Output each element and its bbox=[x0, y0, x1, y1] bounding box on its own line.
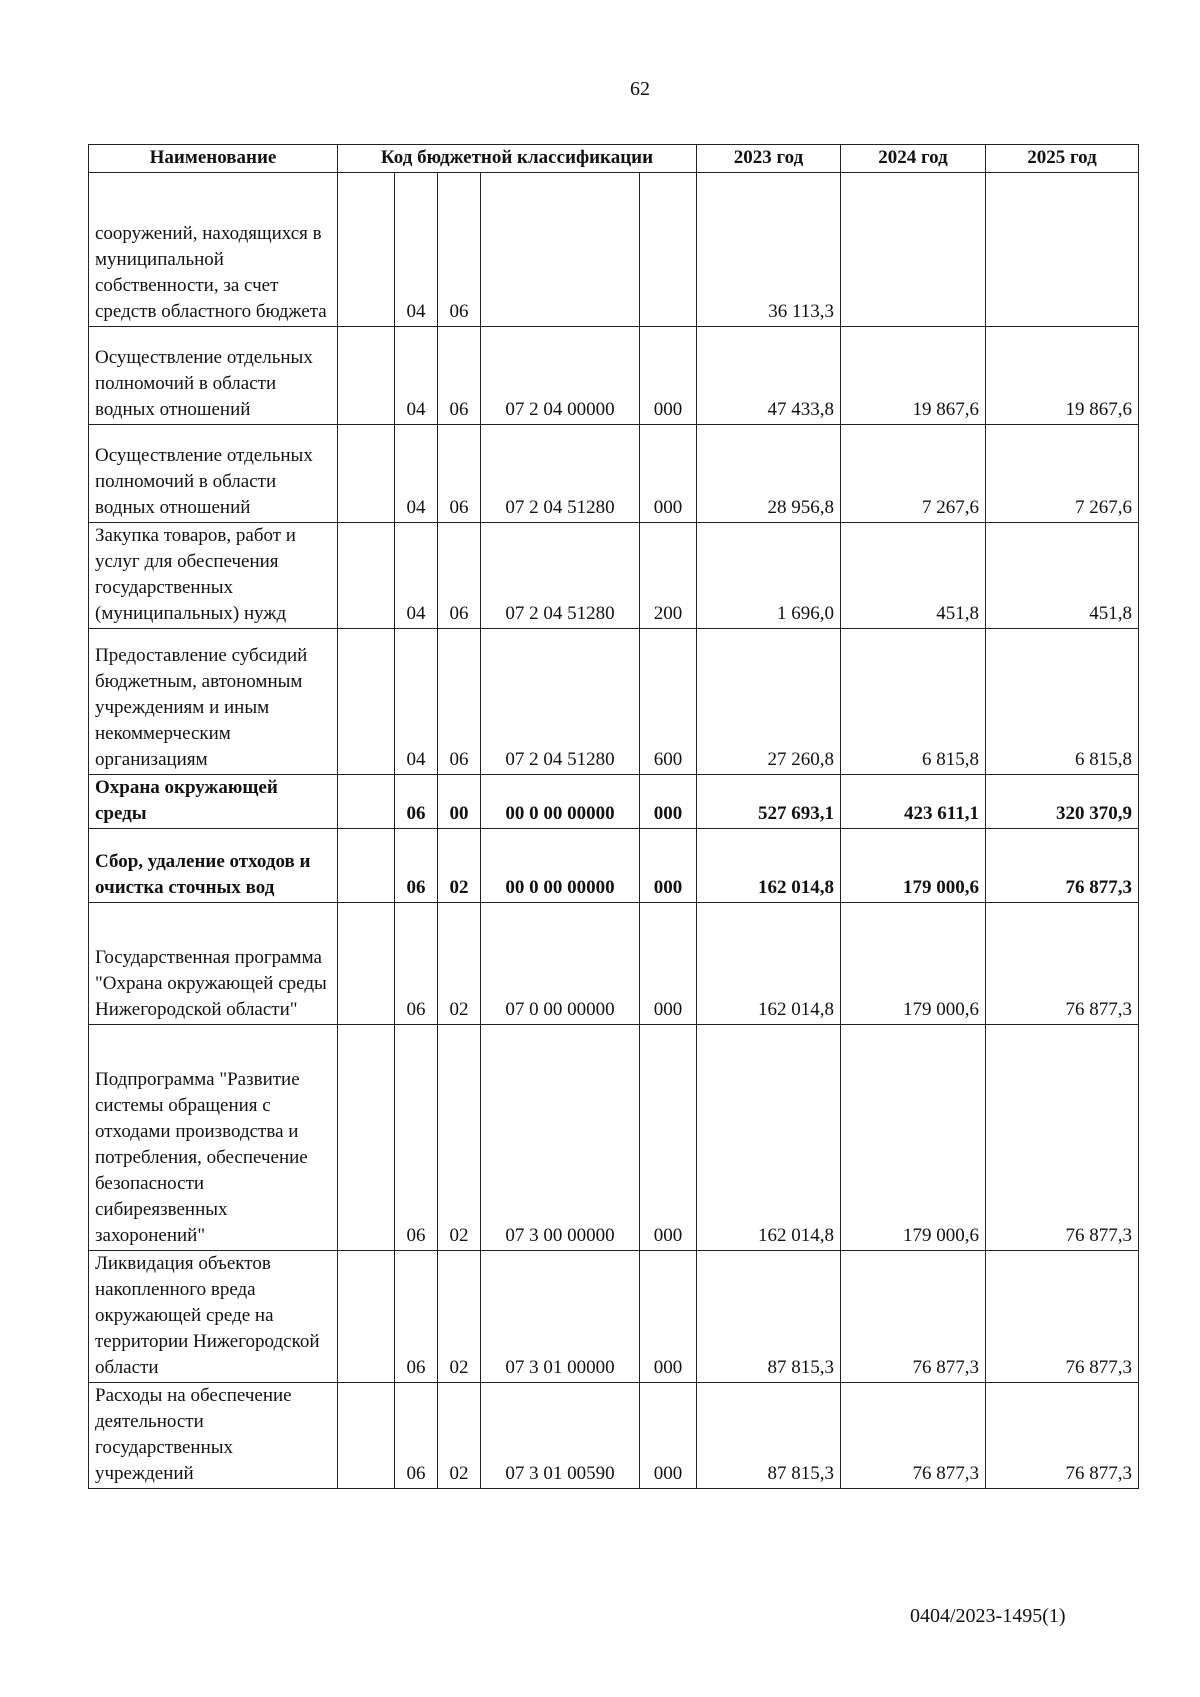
row-value-2024: 423 611,1 bbox=[841, 775, 986, 829]
document-code: 0404/2023-1495(1) bbox=[910, 1605, 1066, 1627]
row-code-subsection: 02 bbox=[438, 1383, 481, 1489]
row-value-2025: 6 815,8 bbox=[986, 629, 1139, 775]
row-code-expense-type: 000 bbox=[640, 775, 697, 829]
row-name: Осуществление отдельных полномочий в области водных отношений bbox=[89, 425, 338, 523]
row-code-subsection: 02 bbox=[438, 903, 481, 1025]
row-code-chapter: 06 bbox=[395, 1383, 438, 1489]
row-value-2025: 76 877,3 bbox=[986, 903, 1139, 1025]
row-code-target: 07 2 04 51280 bbox=[481, 523, 640, 629]
row-code-subsection: 00 bbox=[438, 775, 481, 829]
row-value-2023: 1 696,0 bbox=[697, 523, 841, 629]
header-2024: 2024 год bbox=[841, 145, 986, 173]
row-value-2023: 87 815,3 bbox=[697, 1383, 841, 1489]
row-code-subsection: 02 bbox=[438, 829, 481, 903]
row-value-2025: 76 877,3 bbox=[986, 1025, 1139, 1251]
row-code-expense-type: 600 bbox=[640, 629, 697, 775]
header-2025: 2025 год bbox=[986, 145, 1139, 173]
row-code-chapter: 06 bbox=[395, 903, 438, 1025]
row-code-chapter: 06 bbox=[395, 1025, 438, 1251]
row-code-target: 07 2 04 51280 bbox=[481, 425, 640, 523]
row-code-target: 07 3 00 00000 bbox=[481, 1025, 640, 1251]
row-code-target: 07 3 01 00590 bbox=[481, 1383, 640, 1489]
row-value-2025: 320 370,9 bbox=[986, 775, 1139, 829]
row-value-2023: 47 433,8 bbox=[697, 327, 841, 425]
row-value-2024: 19 867,6 bbox=[841, 327, 986, 425]
row-value-2024: 179 000,6 bbox=[841, 829, 986, 903]
row-name: Государственная программа "Охрана окружающей среды Нижегородской области" bbox=[89, 903, 338, 1025]
row-name: Осуществление отдельных полномочий в области водных отношений bbox=[89, 327, 338, 425]
header-2023: 2023 год bbox=[697, 145, 841, 173]
row-code-target: 07 3 01 00000 bbox=[481, 1251, 640, 1383]
row-code-target bbox=[481, 173, 640, 327]
table-row bbox=[89, 327, 1139, 425]
row-value-2024: 76 877,3 bbox=[841, 1383, 986, 1489]
row-value-2023: 87 815,3 bbox=[697, 1251, 841, 1383]
row-code-expense-type: 000 bbox=[640, 425, 697, 523]
table-row bbox=[89, 1383, 1139, 1489]
row-value-2023: 527 693,1 bbox=[697, 775, 841, 829]
row-code-subsection: 02 bbox=[438, 1025, 481, 1251]
row-code-subsection: 06 bbox=[438, 327, 481, 425]
row-code-target: 00 0 00 00000 bbox=[481, 829, 640, 903]
table-row bbox=[89, 1025, 1139, 1251]
row-code-subsection: 06 bbox=[438, 425, 481, 523]
table-row bbox=[89, 425, 1139, 523]
row-code-section bbox=[338, 1251, 395, 1383]
row-value-2023: 27 260,8 bbox=[697, 629, 841, 775]
row-code-section bbox=[338, 327, 395, 425]
row-code-chapter: 06 bbox=[395, 775, 438, 829]
row-value-2024 bbox=[841, 173, 986, 327]
row-code-subsection: 06 bbox=[438, 629, 481, 775]
row-value-2023: 162 014,8 bbox=[697, 829, 841, 903]
row-code-section bbox=[338, 1025, 395, 1251]
row-value-2025 bbox=[986, 173, 1139, 327]
row-code-expense-type: 000 bbox=[640, 1025, 697, 1251]
row-code-expense-type: 000 bbox=[640, 829, 697, 903]
table-row bbox=[89, 523, 1139, 629]
row-value-2023: 162 014,8 bbox=[697, 903, 841, 1025]
row-value-2025: 76 877,3 bbox=[986, 1251, 1139, 1383]
row-value-2024: 451,8 bbox=[841, 523, 986, 629]
row-code-target: 07 2 04 51280 bbox=[481, 629, 640, 775]
table-row bbox=[89, 829, 1139, 903]
row-value-2023: 28 956,8 bbox=[697, 425, 841, 523]
row-code-target: 07 2 04 00000 bbox=[481, 327, 640, 425]
row-code-section bbox=[338, 775, 395, 829]
row-name: Охрана окружающей среды bbox=[89, 775, 338, 829]
row-code-expense-type: 200 bbox=[640, 523, 697, 629]
row-code-chapter: 04 bbox=[395, 425, 438, 523]
row-code-section bbox=[338, 1383, 395, 1489]
row-value-2025: 19 867,6 bbox=[986, 327, 1139, 425]
table-row bbox=[89, 173, 1139, 327]
row-value-2025: 76 877,3 bbox=[986, 829, 1139, 903]
row-code-section bbox=[338, 903, 395, 1025]
row-name: Расходы на обеспечение деятельности государственных учреждений bbox=[89, 1383, 338, 1489]
row-name: сооружений, находящихся в муниципальной собственности, за счет средств областного бюджета bbox=[89, 173, 338, 327]
row-value-2024: 76 877,3 bbox=[841, 1251, 986, 1383]
row-code-section bbox=[338, 829, 395, 903]
row-code-expense-type: 000 bbox=[640, 903, 697, 1025]
row-value-2023: 36 113,3 bbox=[697, 173, 841, 327]
row-value-2024: 179 000,6 bbox=[841, 903, 986, 1025]
row-code-chapter: 04 bbox=[395, 327, 438, 425]
row-code-subsection: 02 bbox=[438, 1251, 481, 1383]
row-code-subsection: 06 bbox=[438, 173, 481, 327]
row-code-chapter: 04 bbox=[395, 523, 438, 629]
table-header-row bbox=[89, 145, 1139, 173]
row-code-chapter: 04 bbox=[395, 629, 438, 775]
header-code: Код бюджетной классификации bbox=[338, 145, 697, 173]
row-value-2025: 76 877,3 bbox=[986, 1383, 1139, 1489]
row-code-section bbox=[338, 629, 395, 775]
row-value-2024: 7 267,6 bbox=[841, 425, 986, 523]
row-code-expense-type: 000 bbox=[640, 327, 697, 425]
row-code-subsection: 06 bbox=[438, 523, 481, 629]
row-code-chapter: 06 bbox=[395, 1251, 438, 1383]
table-row bbox=[89, 903, 1139, 1025]
row-code-target: 07 0 00 00000 bbox=[481, 903, 640, 1025]
header-name: Наименование bbox=[89, 145, 338, 173]
table-row bbox=[89, 629, 1139, 775]
table-row bbox=[89, 1251, 1139, 1383]
row-code-expense-type: 000 bbox=[640, 1251, 697, 1383]
row-name: Предоставление субсидий бюджетным, автономным учреждениям и иным некоммерческим организациям bbox=[89, 629, 338, 775]
row-code-expense-type: 000 bbox=[640, 1383, 697, 1489]
budget-table bbox=[88, 144, 1139, 1489]
row-code-chapter: 06 bbox=[395, 829, 438, 903]
row-value-2023: 162 014,8 bbox=[697, 1025, 841, 1251]
row-value-2025: 7 267,6 bbox=[986, 425, 1139, 523]
row-code-expense-type bbox=[640, 173, 697, 327]
page-number: 62 bbox=[630, 78, 650, 100]
row-name: Подпрограмма "Развитие системы обращения с отходами производства и потребления, обеспечение безопасности сибиреязвенных захоронений" bbox=[89, 1025, 338, 1251]
row-code-section bbox=[338, 523, 395, 629]
row-code-target: 00 0 00 00000 bbox=[481, 775, 640, 829]
row-value-2025: 451,8 bbox=[986, 523, 1139, 629]
row-code-section bbox=[338, 173, 395, 327]
row-value-2024: 179 000,6 bbox=[841, 1025, 986, 1251]
row-name: Сбор, удаление отходов и очистка сточных вод bbox=[89, 829, 338, 903]
row-code-chapter: 04 bbox=[395, 173, 438, 327]
table-row bbox=[89, 775, 1139, 829]
row-code-section bbox=[338, 425, 395, 523]
row-name: Ликвидация объектов накопленного вреда окружающей среде на территории Нижегородской области bbox=[89, 1251, 338, 1383]
row-value-2024: 6 815,8 bbox=[841, 629, 986, 775]
row-name: Закупка товаров, работ и услуг для обеспечения государственных (муниципальных) нужд bbox=[89, 523, 338, 629]
